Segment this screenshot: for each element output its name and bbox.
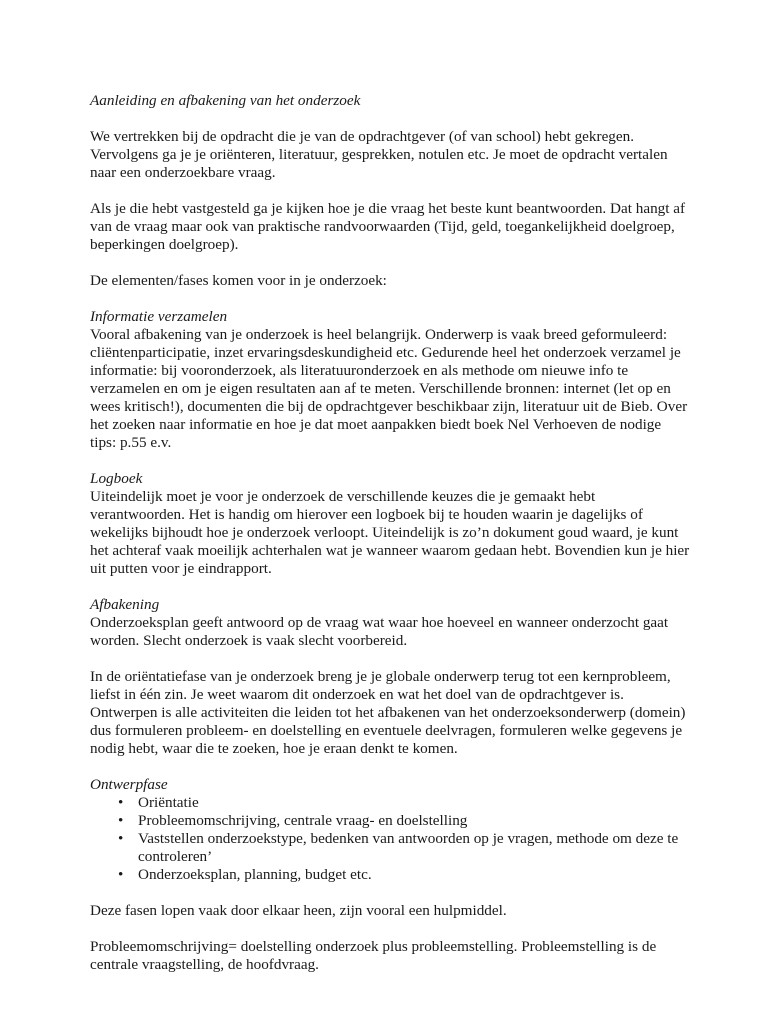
bullet-icon: • — [118, 866, 124, 883]
outro-paragraph-1: Deze fasen lopen vaak door elkaar heen, zijn vooral een hulpmiddel. — [90, 902, 507, 919]
list-item-text: Onderzoeksplan, planning, budget etc. — [138, 866, 372, 883]
list-item — [90, 830, 690, 866]
bullet-icon: • — [118, 812, 124, 829]
list-item-text: Probleemomschrijving, centrale vraag- en doelstelling — [138, 812, 468, 829]
intro-paragraph-3: De elementen/fases komen voor in je onderzoek: — [90, 272, 387, 289]
section-heading-ontwerpfase: Ontwerpfase — [90, 776, 168, 793]
section-ontwerpfase — [90, 776, 690, 884]
section-heading-afbakening: Afbakening — [90, 596, 160, 613]
list-item-text: Vaststellen onderzoekstype, bedenken van antwoorden op je vragen, methode om deze te controleren’ — [138, 830, 679, 865]
section-informatie-verzamelen — [90, 308, 690, 452]
ontwerpfase-list — [90, 794, 690, 884]
intro-paragraph-1: We vertrekken bij de opdracht die je van de opdrachtgever (of van school) hebt gekregen. Vervolgens ga je je oriënteren, literatuur, gesprekken, notulen etc. Je moet de opdracht vertalen naar een onderzoekbare vraag. — [90, 128, 668, 181]
section-logboek — [90, 470, 690, 578]
section-heading-logboek: Logboek — [90, 470, 143, 487]
afbakening-paragraph-2: In de oriëntatiefase van je onderzoek breng je je globale onderwerp terug tot een kernprobleem, liefst in één zin. Je weet waarom dit onderzoek en wat het doel van de opdrachtgever is. — [90, 668, 671, 703]
bullet-icon: • — [118, 830, 124, 847]
document-page — [90, 92, 690, 992]
list-item — [90, 866, 690, 884]
bullet-icon: • — [118, 794, 124, 811]
section-afbakening — [90, 596, 690, 650]
intro-paragraph-2: Als je die hebt vastgesteld ga je kijken hoe je die vraag het beste kunt beantwoorden. Dat hangt af van de vraag maar ook van praktische randvoorwaarden (Tijd, geld, toegankelijkheid doelgroep, beperkingen doelgroep). — [90, 200, 686, 253]
section-body-informatie: Vooral afbakening van je onderzoek is heel belangrijk. Onderwerp is vaak breed geformuleerd: cliëntenparticipatie, inzet ervaringsdeskundigheid etc. Gedurende heel het onderzoek verzamel je informatie: bij vooronderzoek, als literatuuronderzoek en als methode om nieuwe info te verzamelen en om je eigen resultaten aan af te meten. Verschillende bronnen: internet (let op en wees kritisch!), documenten die bij de opdrachtgever beschikbaar zijn, literatuur uit de Bieb. Over het zoeken naar informatie en hoe je dat moet aanpakken biedt boek Nel Verhoeven de nodige tips: p.55 e.v. — [90, 326, 688, 451]
afbakening-paragraph-3: Ontwerpen is alle activiteiten die leiden tot het afbakenen van het onderzoeksonderwerp (domein) dus formuleren probleem- en doelstelling en eventuele deelvragen, formuleren welke gegevens je nodig hebt, waar die te zoeken, hoe je eraan denkt te komen. — [90, 704, 686, 757]
list-item-text: Oriëntatie — [138, 794, 199, 811]
section-body-afbakening: Onderzoeksplan geeft antwoord op de vraag wat waar hoe hoeveel en wanneer onderzocht gaat worden. Slecht onderzoek is vaak slecht voorbereid. — [90, 614, 669, 649]
section-heading-informatie: Informatie verzamelen — [90, 308, 228, 325]
section-body-logboek: Uiteindelijk moet je voor je onderzoek de verschillende keuzes die je gemaakt hebt verantwoorden. Het is handig om hierover een logboek bij te houden waarin je dagelijks of wekelijks bijhoudt hoe je onderzoek verloopt. Uiteindelijk is zo’n dokument goud waard, je kunt het achteraf vaak moeilijk achterhalen wat je wanneer waarom gedaan hebt. Bovendien kun je hier uit putten voor je eindrapport. — [90, 488, 690, 577]
outro-paragraph-2: Probleemomschrijving= doelstelling onderzoek plus probleemstelling. Probleemstelling is de centrale vraagstelling, de hoofdvraag. — [90, 938, 657, 973]
document-title: Aanleiding en afbakening van het onderzoek — [90, 92, 361, 109]
list-item — [90, 812, 690, 830]
list-item — [90, 794, 690, 812]
